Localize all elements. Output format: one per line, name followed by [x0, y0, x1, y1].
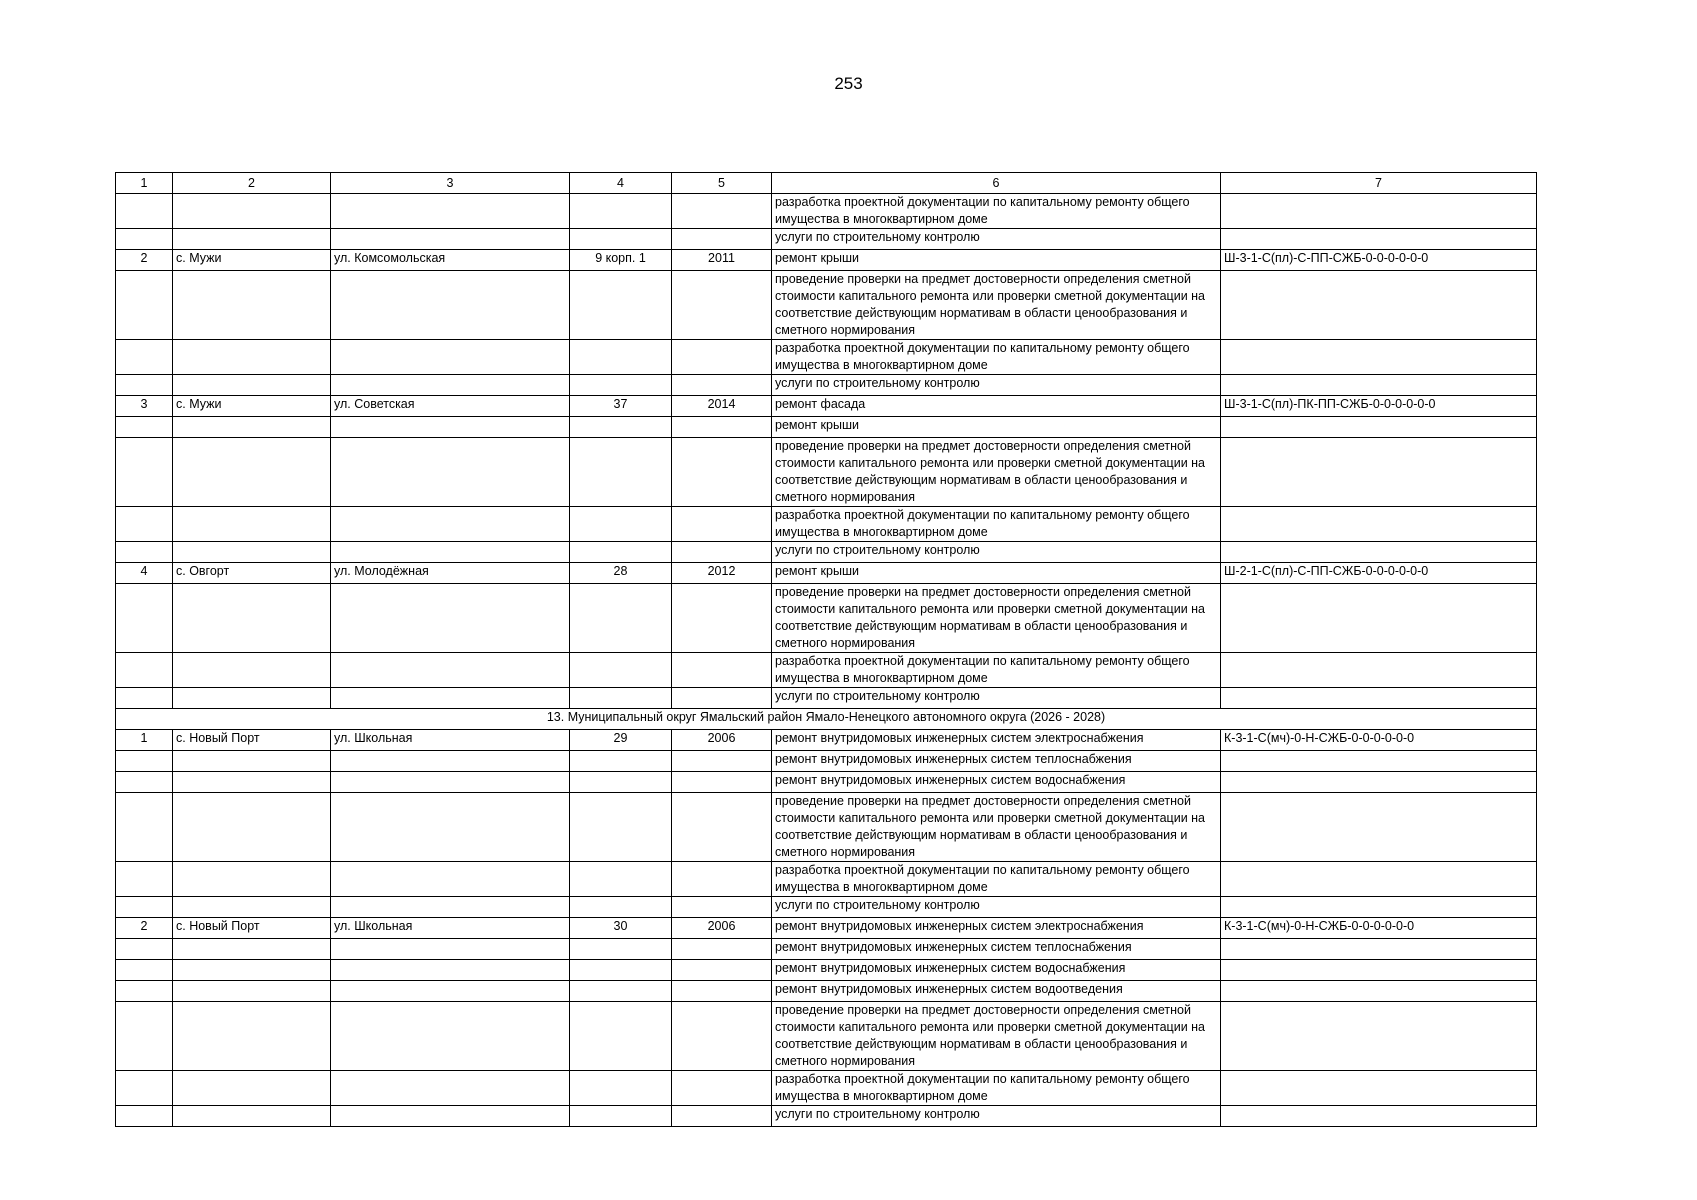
street-cell: ул. Молодёжная	[331, 563, 570, 584]
street-cell	[331, 375, 570, 396]
street-cell	[331, 862, 570, 897]
column-header: 4	[570, 173, 672, 194]
table-row	[116, 194, 1537, 229]
work-type-cell: разработка проектной документации по капитальному ремонту общего имущества в многоквартирном доме	[772, 194, 1221, 229]
house-number-cell	[570, 653, 672, 688]
table-row	[116, 584, 1537, 653]
settlement-cell	[173, 584, 331, 653]
row-number-cell	[116, 960, 173, 981]
column-header: 6	[772, 173, 1221, 194]
street-cell	[331, 653, 570, 688]
table-row	[116, 688, 1537, 709]
table-row	[116, 563, 1537, 584]
house-number-cell	[570, 862, 672, 897]
settlement-cell	[173, 1071, 331, 1106]
year-cell	[672, 751, 772, 772]
street-cell: ул. Советская	[331, 396, 570, 417]
street-cell	[331, 981, 570, 1002]
row-number-cell	[116, 772, 173, 793]
house-number-cell: 29	[570, 730, 672, 751]
building-code-cell: К-3-1-С(мч)-0-Н-СЖБ-0-0-0-0-0-0	[1221, 918, 1537, 939]
year-cell	[672, 340, 772, 375]
house-number-cell	[570, 1071, 672, 1106]
row-number-cell	[116, 1002, 173, 1071]
row-number-cell	[116, 271, 173, 340]
building-code-cell	[1221, 939, 1537, 960]
settlement-cell	[173, 375, 331, 396]
settlement-cell	[173, 653, 331, 688]
street-cell	[331, 542, 570, 563]
row-number-cell	[116, 653, 173, 688]
building-code-cell	[1221, 960, 1537, 981]
work-type-cell: услуги по строительному контролю	[772, 1106, 1221, 1127]
work-type-cell: проведение проверки на предмет достоверности определения сметной стоимости капитального ремонта или проверки сметной документации на соответствие действующим нормативам в области ценообразования и сметного нормирования	[772, 1002, 1221, 1071]
building-code-cell	[1221, 897, 1537, 918]
house-number-cell	[570, 1106, 672, 1127]
row-number-cell	[116, 194, 173, 229]
table-row	[116, 396, 1537, 417]
table-row	[116, 271, 1537, 340]
house-number-cell	[570, 981, 672, 1002]
house-number-cell	[570, 438, 672, 507]
year-cell	[672, 897, 772, 918]
settlement-cell	[173, 417, 331, 438]
column-header: 1	[116, 173, 173, 194]
table-row	[116, 542, 1537, 563]
street-cell	[331, 507, 570, 542]
building-code-cell: Ш-2-1-С(пл)-С-ПП-СЖБ-0-0-0-0-0-0	[1221, 563, 1537, 584]
row-number-cell	[116, 939, 173, 960]
year-cell	[672, 194, 772, 229]
year-cell	[672, 542, 772, 563]
year-cell	[672, 1071, 772, 1106]
house-number-cell	[570, 507, 672, 542]
street-cell	[331, 1071, 570, 1106]
street-cell	[331, 271, 570, 340]
row-number-cell	[116, 507, 173, 542]
work-type-cell: разработка проектной документации по капитальному ремонту общего имущества в многоквартирном доме	[772, 507, 1221, 542]
table-row	[116, 375, 1537, 396]
section-title: 13. Муниципальный округ Ямальский район Ямало-Ненецкого автономного округа (2026 - 2028)	[116, 709, 1537, 730]
table-row	[116, 653, 1537, 688]
work-type-cell: услуги по строительному контролю	[772, 897, 1221, 918]
work-type-cell: услуги по строительному контролю	[772, 688, 1221, 709]
street-cell	[331, 438, 570, 507]
building-code-cell	[1221, 271, 1537, 340]
year-cell	[672, 417, 772, 438]
year-cell: 2012	[672, 563, 772, 584]
work-type-cell: проведение проверки на предмет достоверности определения сметной стоимости капитального ремонта или проверки сметной документации на соответствие действующим нормативам в области ценообразования и сметного нормирования	[772, 584, 1221, 653]
building-code-cell	[1221, 542, 1537, 563]
street-cell	[331, 751, 570, 772]
building-code-cell	[1221, 653, 1537, 688]
house-number-cell	[570, 772, 672, 793]
table-row	[116, 981, 1537, 1002]
row-number-cell	[116, 897, 173, 918]
table-row	[116, 939, 1537, 960]
street-cell	[331, 688, 570, 709]
year-cell	[672, 772, 772, 793]
table-row	[116, 250, 1537, 271]
column-header: 7	[1221, 173, 1537, 194]
building-code-cell	[1221, 507, 1537, 542]
settlement-cell	[173, 981, 331, 1002]
table-row	[116, 960, 1537, 981]
work-type-cell: разработка проектной документации по капитальному ремонту общего имущества в многоквартирном доме	[772, 1071, 1221, 1106]
table-row	[116, 897, 1537, 918]
year-cell	[672, 981, 772, 1002]
row-number-cell: 2	[116, 250, 173, 271]
row-number-cell	[116, 375, 173, 396]
building-code-cell	[1221, 1106, 1537, 1127]
work-type-cell: ремонт внутридомовых инженерных систем водоснабжения	[772, 960, 1221, 981]
table-row	[116, 1106, 1537, 1127]
building-code-cell	[1221, 1071, 1537, 1106]
row-number-cell	[116, 1106, 173, 1127]
house-number-cell	[570, 939, 672, 960]
street-cell	[331, 1106, 570, 1127]
year-cell	[672, 1106, 772, 1127]
street-cell	[331, 584, 570, 653]
street-cell	[331, 1002, 570, 1071]
building-code-cell	[1221, 772, 1537, 793]
work-type-cell: проведение проверки на предмет достоверности определения сметной стоимости капитального ремонта или проверки сметной документации на соответствие действующим нормативам в области ценообразования и сметного нормирования	[772, 793, 1221, 862]
page-number: 253	[834, 74, 863, 93]
building-code-cell	[1221, 375, 1537, 396]
settlement-cell	[173, 1106, 331, 1127]
row-number-cell: 3	[116, 396, 173, 417]
settlement-cell	[173, 960, 331, 981]
work-type-cell: ремонт внутридомовых инженерных систем электроснабжения	[772, 918, 1221, 939]
column-header: 3	[331, 173, 570, 194]
year-cell: 2006	[672, 730, 772, 751]
house-number-cell	[570, 375, 672, 396]
table-row	[116, 340, 1537, 375]
work-type-cell: разработка проектной документации по капитальному ремонту общего имущества в многоквартирном доме	[772, 340, 1221, 375]
building-code-cell: К-3-1-С(мч)-0-Н-СЖБ-0-0-0-0-0-0	[1221, 730, 1537, 751]
year-cell	[672, 507, 772, 542]
building-code-cell	[1221, 438, 1537, 507]
row-number-cell: 1	[116, 730, 173, 751]
building-code-cell	[1221, 1002, 1537, 1071]
building-code-cell	[1221, 981, 1537, 1002]
house-number-cell	[570, 793, 672, 862]
row-number-cell: 2	[116, 918, 173, 939]
settlement-cell	[173, 542, 331, 563]
year-cell	[672, 653, 772, 688]
building-code-cell	[1221, 194, 1537, 229]
settlement-cell	[173, 507, 331, 542]
building-code-cell	[1221, 688, 1537, 709]
building-code-cell: Ш-3-1-С(пл)-С-ПП-СЖБ-0-0-0-0-0-0	[1221, 250, 1537, 271]
row-number-cell	[116, 340, 173, 375]
work-type-cell: проведение проверки на предмет достоверности определения сметной стоимости капитального ремонта или проверки сметной документации на соответствие действующим нормативам в области ценообразования и сметного нормирования	[772, 271, 1221, 340]
table-row	[116, 793, 1537, 862]
settlement-cell	[173, 1002, 331, 1071]
house-number-cell	[570, 688, 672, 709]
row-number-cell	[116, 862, 173, 897]
house-number-cell	[570, 417, 672, 438]
house-number-cell	[570, 340, 672, 375]
work-type-cell: ремонт крыши	[772, 563, 1221, 584]
work-type-cell: проведение проверки на предмет достоверности определения сметной стоимости капитального ремонта или проверки сметной документации на соответствие действующим нормативам в области ценообразования и сметного нормирования	[772, 438, 1221, 507]
work-type-cell: услуги по строительному контролю	[772, 542, 1221, 563]
settlement-cell: с. Мужи	[173, 396, 331, 417]
year-cell	[672, 584, 772, 653]
settlement-cell: с. Новый Порт	[173, 730, 331, 751]
work-type-cell: ремонт крыши	[772, 250, 1221, 271]
table-row	[116, 751, 1537, 772]
work-type-cell: услуги по строительному контролю	[772, 229, 1221, 250]
settlement-cell: с. Овгорт	[173, 563, 331, 584]
house-number-cell	[570, 229, 672, 250]
work-type-cell: разработка проектной документации по капитальному ремонту общего имущества в многоквартирном доме	[772, 653, 1221, 688]
row-number-cell	[116, 229, 173, 250]
table-row	[116, 1071, 1537, 1106]
table-body	[116, 173, 1537, 1127]
work-type-cell: разработка проектной документации по капитальному ремонту общего имущества в многоквартирном доме	[772, 862, 1221, 897]
table-row	[116, 417, 1537, 438]
street-cell	[331, 897, 570, 918]
settlement-cell: с. Новый Порт	[173, 918, 331, 939]
table-row	[116, 1002, 1537, 1071]
settlement-cell	[173, 229, 331, 250]
row-number-cell	[116, 793, 173, 862]
settlement-cell	[173, 340, 331, 375]
house-number-cell: 28	[570, 563, 672, 584]
work-type-cell: ремонт внутридомовых инженерных систем водоснабжения	[772, 772, 1221, 793]
house-number-cell	[570, 751, 672, 772]
year-cell	[672, 862, 772, 897]
year-cell	[672, 438, 772, 507]
building-code-cell	[1221, 340, 1537, 375]
year-cell	[672, 688, 772, 709]
house-number-cell: 37	[570, 396, 672, 417]
column-header: 2	[173, 173, 331, 194]
row-number-cell	[116, 751, 173, 772]
row-number-cell	[116, 688, 173, 709]
capital-repair-table	[115, 172, 1537, 1127]
header-row	[116, 173, 1537, 194]
building-code-cell	[1221, 751, 1537, 772]
street-cell: ул. Школьная	[331, 918, 570, 939]
settlement-cell	[173, 194, 331, 229]
year-cell: 2006	[672, 918, 772, 939]
building-code-cell	[1221, 793, 1537, 862]
street-cell	[331, 960, 570, 981]
house-number-cell	[570, 1002, 672, 1071]
street-cell	[331, 229, 570, 250]
street-cell	[331, 194, 570, 229]
table-row	[116, 229, 1537, 250]
row-number-cell	[116, 438, 173, 507]
settlement-cell	[173, 772, 331, 793]
column-header: 5	[672, 173, 772, 194]
house-number-cell	[570, 194, 672, 229]
settlement-cell	[173, 862, 331, 897]
settlement-cell	[173, 897, 331, 918]
street-cell	[331, 340, 570, 375]
year-cell	[672, 939, 772, 960]
year-cell	[672, 229, 772, 250]
row-number-cell	[116, 981, 173, 1002]
row-number-cell	[116, 417, 173, 438]
work-type-cell: услуги по строительному контролю	[772, 375, 1221, 396]
year-cell	[672, 375, 772, 396]
settlement-cell: с. Мужи	[173, 250, 331, 271]
work-type-cell: ремонт внутридомовых инженерных систем водоотведения	[772, 981, 1221, 1002]
table-row	[116, 507, 1537, 542]
settlement-cell	[173, 751, 331, 772]
house-number-cell	[570, 897, 672, 918]
table-row	[116, 918, 1537, 939]
house-number-cell	[570, 271, 672, 340]
house-number-cell: 9 корп. 1	[570, 250, 672, 271]
year-cell	[672, 960, 772, 981]
street-cell: ул. Школьная	[331, 730, 570, 751]
building-code-cell	[1221, 417, 1537, 438]
settlement-cell	[173, 793, 331, 862]
settlement-cell	[173, 438, 331, 507]
street-cell	[331, 939, 570, 960]
table-row	[116, 730, 1537, 751]
section-header-row	[116, 709, 1537, 730]
building-code-cell: Ш-3-1-С(пл)-ПК-ПП-СЖБ-0-0-0-0-0-0	[1221, 396, 1537, 417]
building-code-cell	[1221, 229, 1537, 250]
house-number-cell	[570, 542, 672, 563]
settlement-cell	[173, 688, 331, 709]
street-cell	[331, 417, 570, 438]
work-type-cell: ремонт крыши	[772, 417, 1221, 438]
work-type-cell: ремонт внутридомовых инженерных систем теплоснабжения	[772, 939, 1221, 960]
row-number-cell: 4	[116, 563, 173, 584]
house-number-cell	[570, 584, 672, 653]
street-cell	[331, 793, 570, 862]
table-row	[116, 438, 1537, 507]
building-code-cell	[1221, 862, 1537, 897]
work-type-cell: ремонт внутридомовых инженерных систем электроснабжения	[772, 730, 1221, 751]
row-number-cell	[116, 542, 173, 563]
street-cell	[331, 772, 570, 793]
year-cell	[672, 1002, 772, 1071]
year-cell: 2014	[672, 396, 772, 417]
house-number-cell: 30	[570, 918, 672, 939]
year-cell	[672, 271, 772, 340]
table-row	[116, 862, 1537, 897]
row-number-cell	[116, 1071, 173, 1106]
street-cell: ул. Комсомольская	[331, 250, 570, 271]
table-row	[116, 772, 1537, 793]
work-type-cell: ремонт фасада	[772, 396, 1221, 417]
year-cell: 2011	[672, 250, 772, 271]
work-type-cell: ремонт внутридомовых инженерных систем теплоснабжения	[772, 751, 1221, 772]
row-number-cell	[116, 584, 173, 653]
settlement-cell	[173, 939, 331, 960]
house-number-cell	[570, 960, 672, 981]
settlement-cell	[173, 271, 331, 340]
building-code-cell	[1221, 584, 1537, 653]
year-cell	[672, 793, 772, 862]
